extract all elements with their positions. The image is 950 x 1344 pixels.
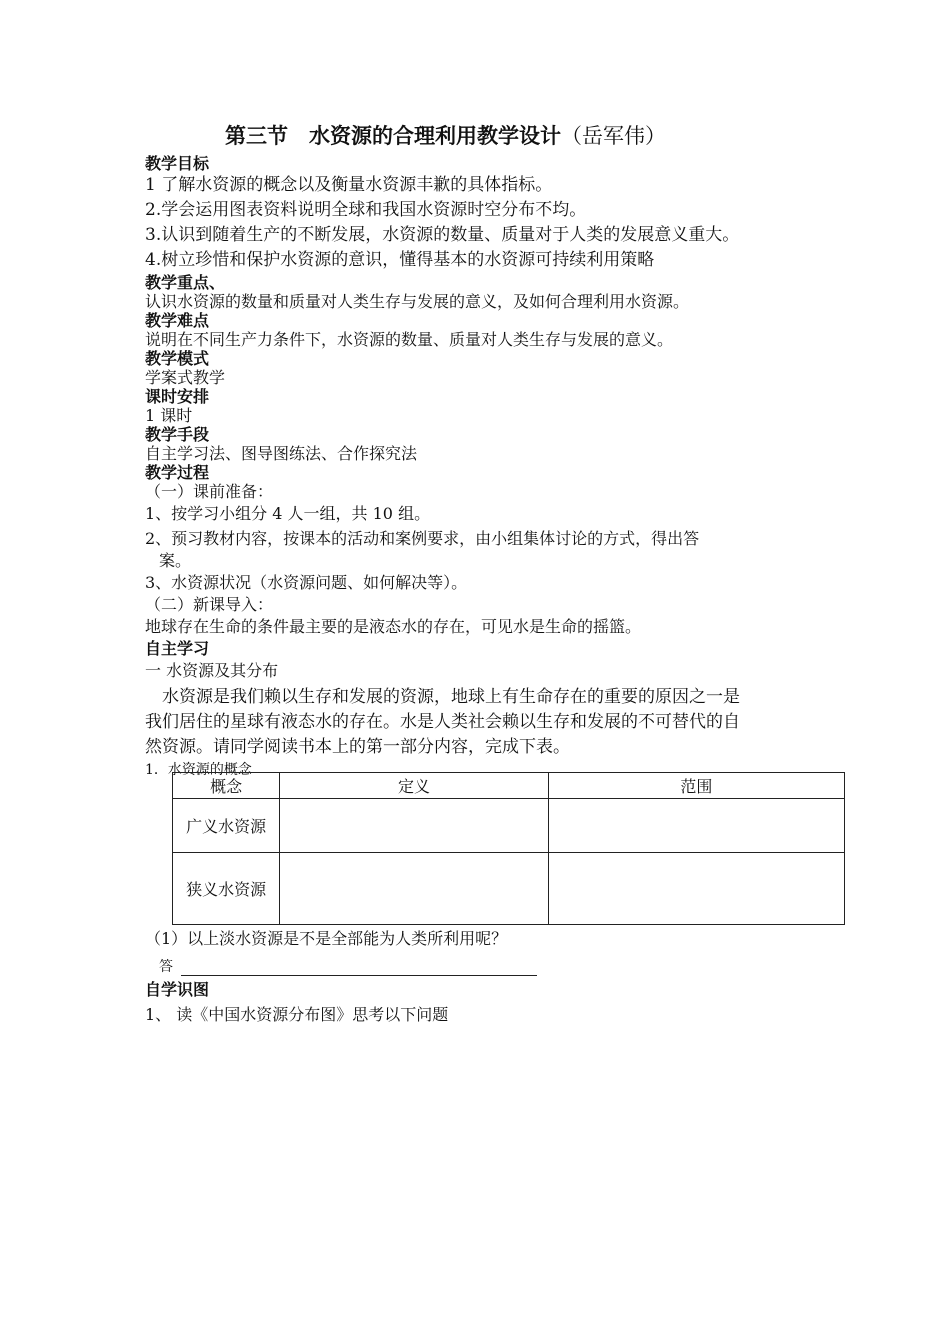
- scope-cell[interactable]: [548, 799, 844, 853]
- table-caption: 1．水资源的概念: [145, 762, 252, 778]
- intro-text: 地球存在生命的条件最主要的是液态水的存在，可见水是生命的摇篮。: [145, 617, 642, 636]
- table-row: [173, 853, 845, 925]
- header-concept: 概念: [173, 773, 280, 799]
- paragraph-line: 然资源。请同学阅读书本上的第一部分内容，完成下表。: [145, 737, 570, 757]
- intro-heading: （二）新课导入：: [145, 595, 274, 614]
- header-definition: 定义: [280, 773, 548, 799]
- prep-item: 2、预习教材内容，按课本的活动和案例要求，由小组集体讨论的方式，得出答: [145, 529, 700, 548]
- goal-item: 1 了解水资源的概念以及衡量水资源丰歉的具体指标。: [145, 175, 553, 195]
- answer-line[interactable]: [181, 961, 537, 976]
- difficulties-heading: 教学难点: [145, 311, 210, 330]
- definition-cell[interactable]: [280, 799, 548, 853]
- row-label: 广义水资源: [173, 799, 280, 853]
- mode-heading: 教学模式: [145, 349, 210, 368]
- row-label: 狭义水资源: [173, 853, 280, 925]
- document-page: [145, 118, 845, 1024]
- process-heading: 教学过程: [145, 463, 210, 482]
- difficulties-text: 说明在不同生产力条件下，水资源的数量、质量对人类生存与发展的意义。: [145, 330, 674, 349]
- document-title: [225, 118, 845, 154]
- definition-cell[interactable]: [280, 853, 548, 925]
- paragraph-line: 我们居住的星球有液态水的存在。水是人类社会赖以生存和发展的不可替代的自: [145, 712, 740, 732]
- after-table: [145, 928, 845, 950]
- prep-item: 1、按学习小组分 4 人一组，共 10 组。: [145, 504, 431, 523]
- schedule-heading: 课时安排: [145, 387, 210, 406]
- map-study-block: [145, 978, 845, 1027]
- table-header-row: [173, 773, 845, 799]
- mode-text: 学案式教学: [145, 368, 226, 387]
- goal-item: 2.学会运用图表资料说明全球和我国水资源时空分布不均。: [145, 200, 587, 220]
- prep-item: 案。: [159, 551, 192, 570]
- title-main: 第三节 水资源的合理利用教学设计: [225, 123, 561, 148]
- key-points-heading: 教学重点、: [145, 273, 226, 292]
- title-author: （岳军伟）: [561, 124, 666, 148]
- header-scope: 范围: [548, 773, 844, 799]
- goal-item: 3.认识到随着生产的不断发展，水资源的数量、质量对于人类的发展意义重大。: [145, 225, 740, 245]
- goal-item: 4.树立珍惜和保护水资源的意识，懂得基本的水资源可持续利用策略: [145, 250, 655, 270]
- methods-text: 自主学习法、图导图练法、合作探究法: [145, 444, 418, 463]
- prep-heading: （一）课前准备：: [145, 482, 274, 501]
- schedule-text: 1 课时: [145, 406, 193, 425]
- methods-heading: 教学手段: [145, 425, 210, 444]
- answer-label: 答: [159, 959, 173, 975]
- intro-paragraph: [145, 685, 810, 760]
- goals-heading: 教学目标: [145, 154, 210, 173]
- map-study-heading: 自学识图: [145, 980, 210, 999]
- key-points-text: 认识水资源的数量和质量对人类生存与发展的意义，及如何合理利用水资源。: [145, 292, 690, 311]
- self-study-heading: 自主学习: [145, 639, 210, 658]
- answer-row: [159, 956, 537, 976]
- section-title: 一 水资源及其分布: [145, 661, 279, 680]
- prep-item: 3、水资源状况（水资源问题、如何解决等）。: [145, 573, 468, 592]
- table-row: [173, 799, 845, 853]
- map-study-item: 1、 读《中国水资源分布图》思考以下问题: [145, 1005, 449, 1024]
- concept-table: [172, 772, 845, 925]
- paragraph-line: 水资源是我们赖以生存和发展的资源，地球上有生命存在的重要的原因之一是: [145, 687, 740, 707]
- scope-cell[interactable]: [548, 853, 844, 925]
- question-text: （1）以上淡水资源是不是全部能为人类所利用呢？: [145, 929, 508, 948]
